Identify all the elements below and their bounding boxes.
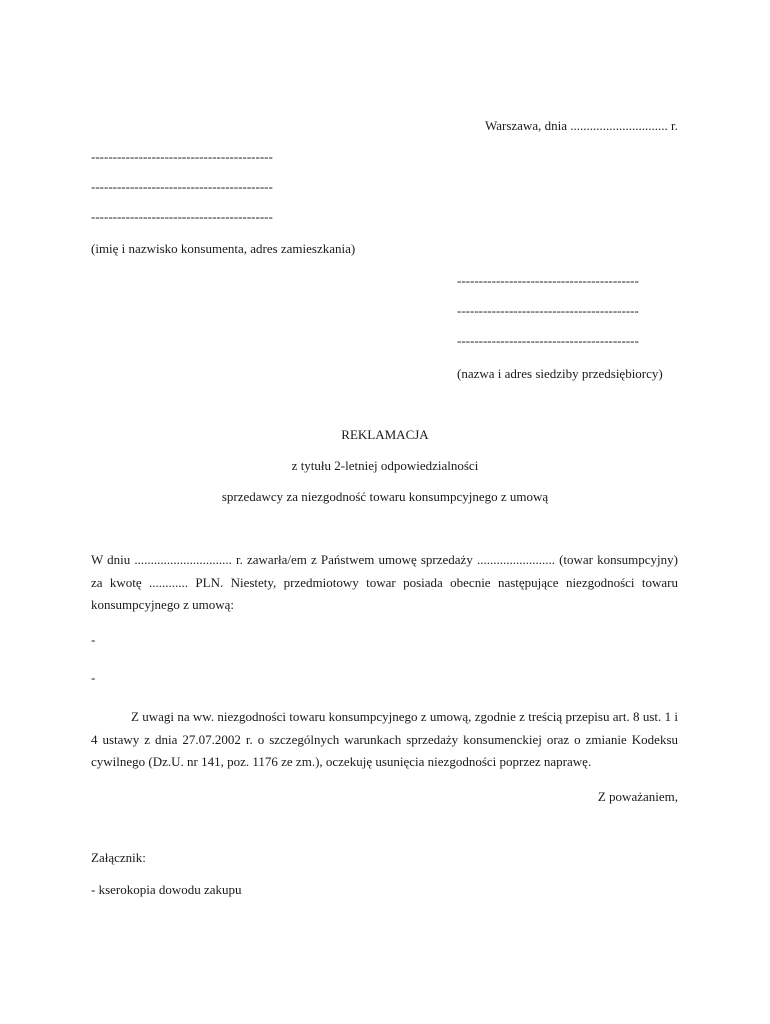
business-line-2: ------------------------------------------ <box>457 303 639 318</box>
consumer-line-3: ------------------------------------------ <box>91 209 273 224</box>
consumer-line-1: ------------------------------------------ <box>91 149 273 164</box>
paragraph-purchase <box>91 549 678 617</box>
document-title: REKLAMACJA <box>341 427 429 442</box>
defect-item-2: - <box>91 670 96 685</box>
consumer-line-2: ------------------------------------------ <box>91 179 273 194</box>
business-line-3: ------------------------------------------ <box>457 333 639 348</box>
paragraph-request <box>91 706 678 774</box>
place-date: Warszawa, dnia .............................. r. <box>485 118 678 133</box>
paragraph-line: W dniu .............................. r. zawarła/em z Państwem umowę sprzedaży ........................ (towar konsumpcyjny) <box>91 552 678 567</box>
business-line-1: ------------------------------------------ <box>457 273 639 288</box>
paragraph-line: cywilnego (Dz.U. nr 141, poz. 1176 ze zm.), oczekuję usunięcia niezgodności poprzez naprawę. <box>91 754 592 769</box>
paragraph-line: Z uwagi na ww. niezgodności towaru konsumpcyjnego z umową, zgodnie z treścią przepisu art. 8 ust. 1 i <box>131 709 678 724</box>
attachment-item: - kserokopia dowodu zakupu <box>91 882 242 897</box>
document-subtitle-2: sprzedawcy za niezgodność towaru konsumpcyjnego z umową <box>221 489 549 504</box>
paragraph-line: za kwotę ............ PLN. Niestety, przedmiotowy towar posiada obecnie następujące niezgodności towaru <box>91 574 678 590</box>
attachment-label: Załącznik: <box>91 850 146 865</box>
document-subtitle-1: z tytułu 2-letniej odpowiedzialności <box>291 458 479 473</box>
closing-greeting: Z poważaniem, <box>597 789 678 804</box>
defect-item-1: - <box>91 632 96 647</box>
business-caption: (nazwa i adres siedziby przedsiębiorcy) <box>457 366 663 381</box>
consumer-caption: (imię i nazwisko konsumenta, adres zamieszkania) <box>91 241 356 256</box>
paragraph-line: konsumpcyjnego z umową: <box>91 597 234 612</box>
paragraph-line: 4 ustawy z dnia 27.07.2002 r. o szczególnych warunkach sprzedaży konsumenckiej oraz o zmianie Kodeksu <box>91 731 678 747</box>
